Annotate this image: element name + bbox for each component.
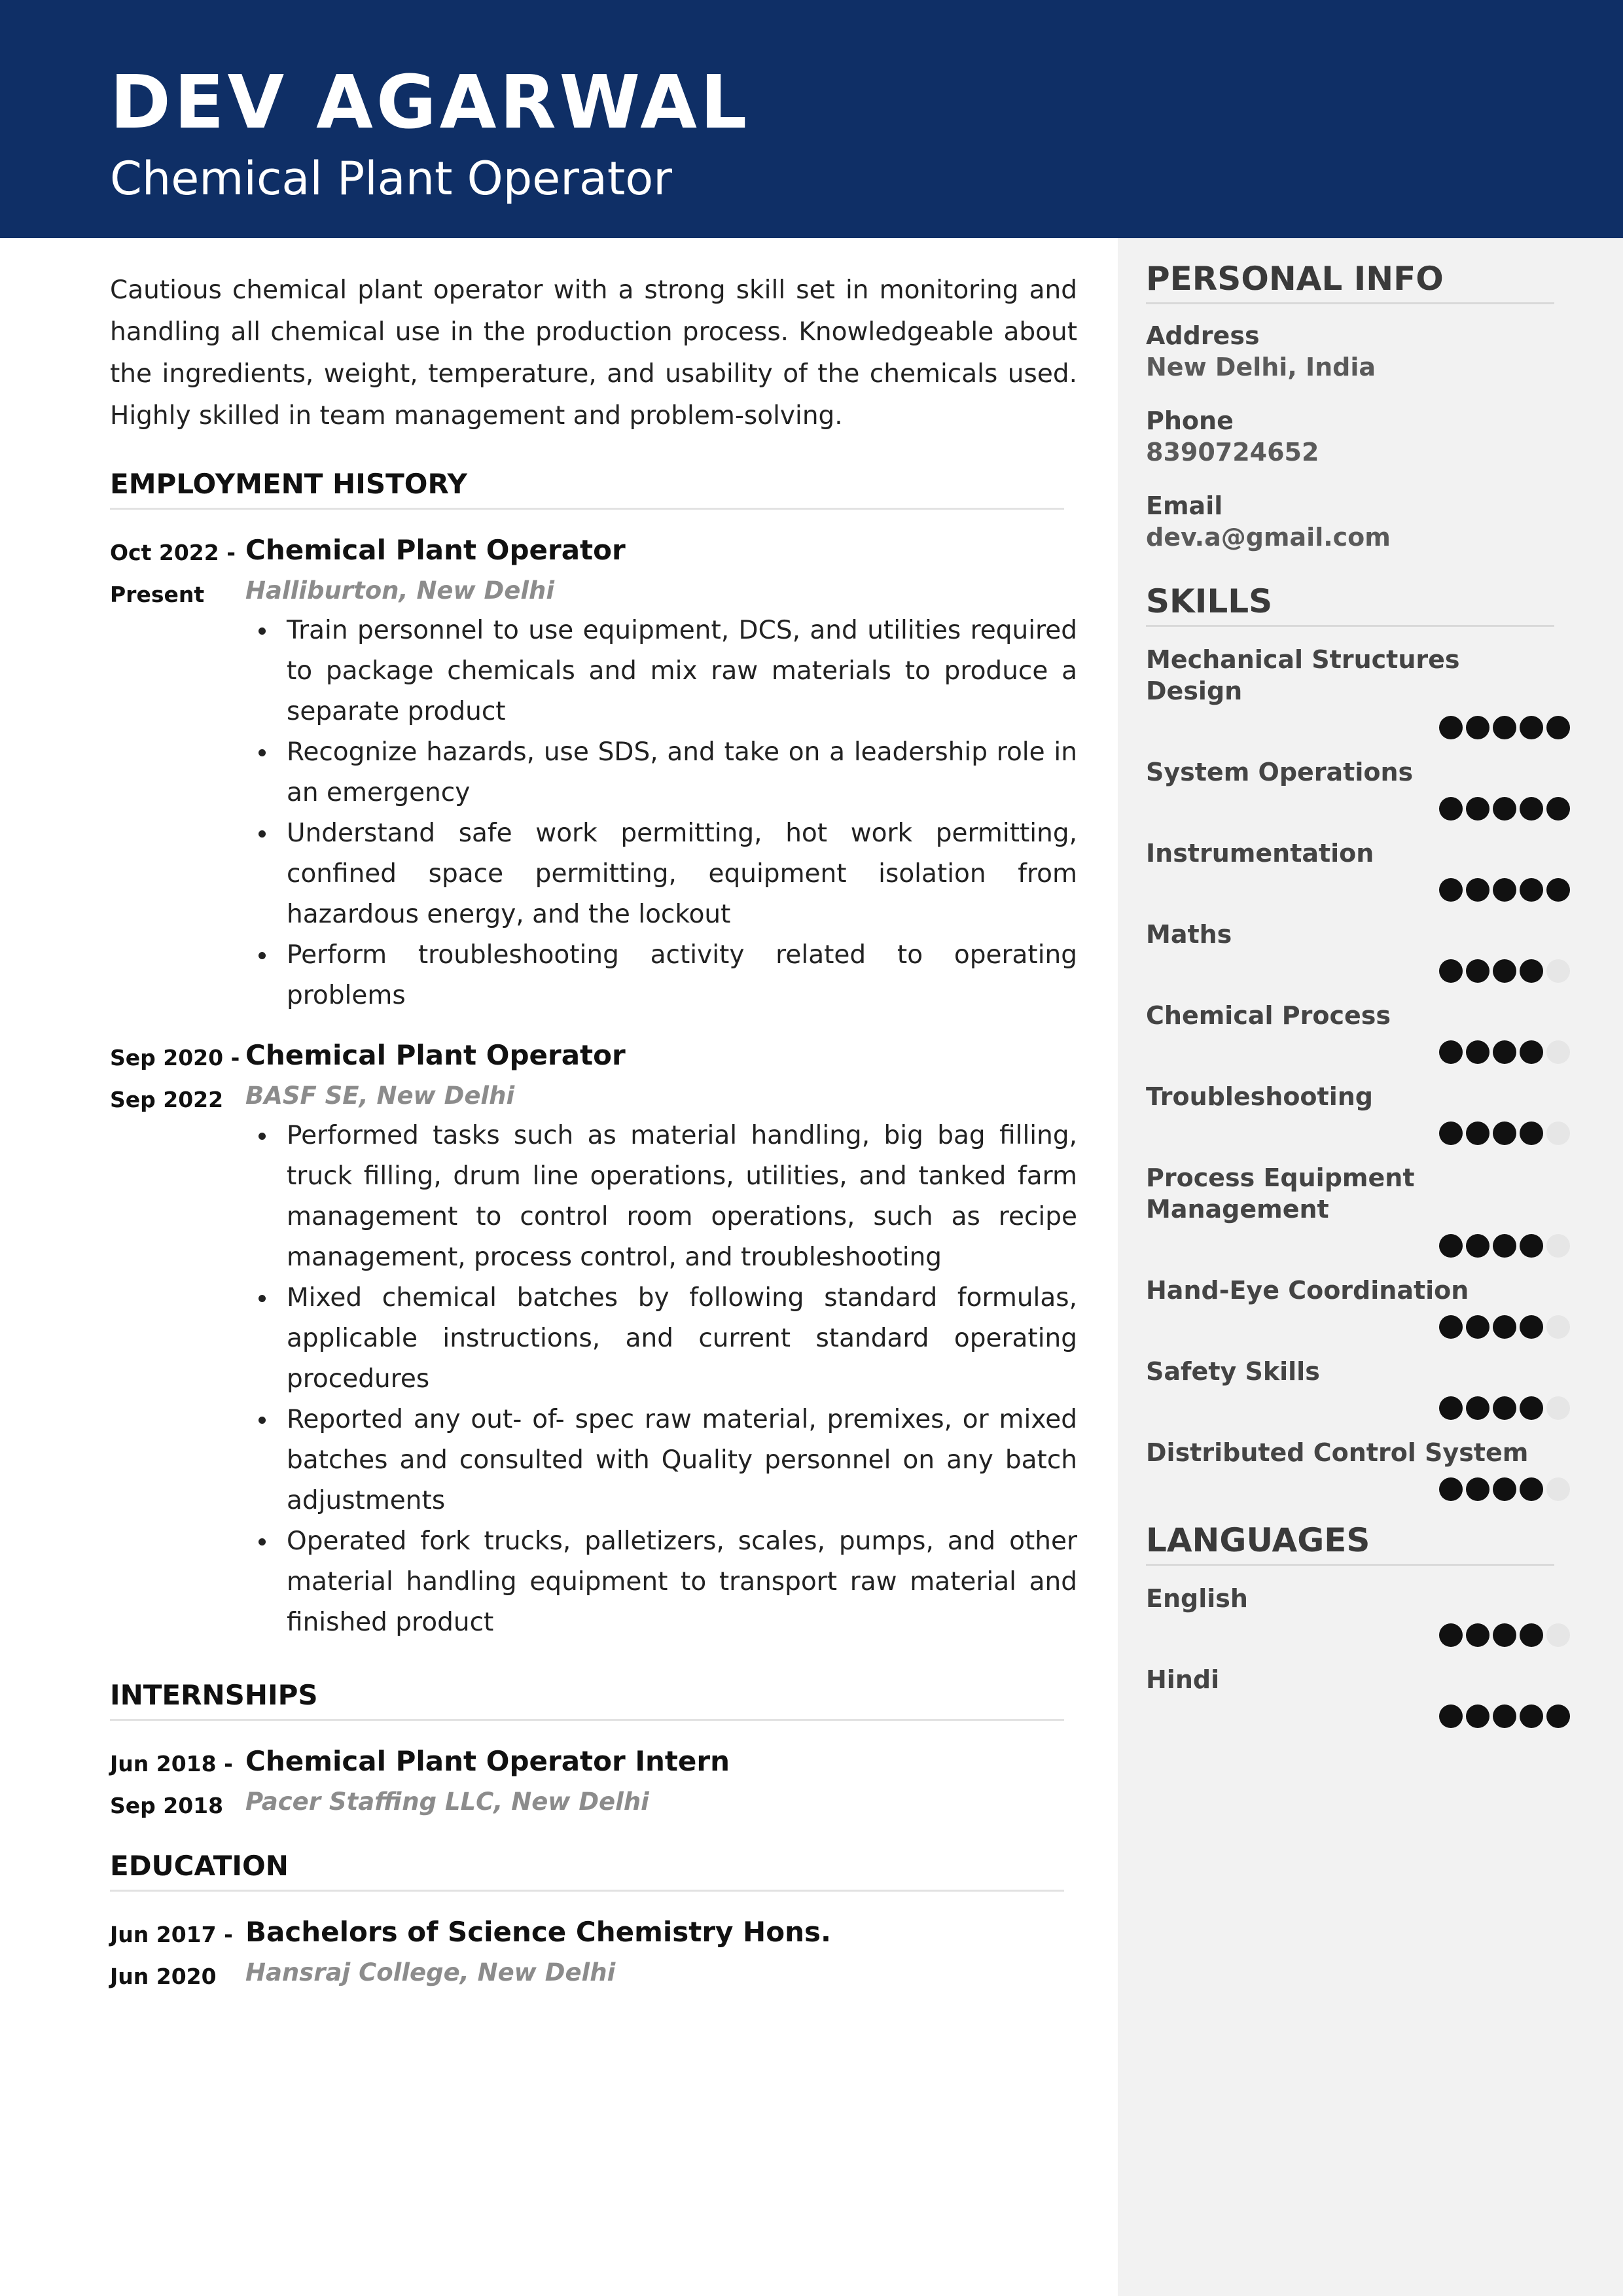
job-dates	[110, 1037, 241, 1121]
internships-heading: INTERNSHIPS	[110, 1677, 1064, 1721]
skill-item	[1146, 1162, 1571, 1258]
skill-rating	[1146, 1396, 1570, 1420]
skill-rating	[1146, 797, 1570, 821]
email-field	[1146, 490, 1571, 553]
rating-dot-filled	[1466, 1704, 1489, 1728]
skill-item	[1146, 838, 1571, 902]
skill-item	[1146, 919, 1571, 983]
rating-dot-filled	[1439, 1122, 1463, 1145]
rating-dot-filled	[1520, 797, 1543, 821]
email-value: dev.a@gmail.com	[1146, 523, 1391, 552]
skill-rating	[1146, 716, 1570, 739]
job-duty: Mixed chemical batches by following standard formulas, applicable instructions, and current standard operating procedures	[245, 1278, 1077, 1400]
rating-dot-filled	[1466, 1315, 1489, 1339]
email-label: Email	[1146, 491, 1223, 520]
skill-name: Distributed Control System	[1146, 1438, 1529, 1467]
date-start: Sep 2020 -	[110, 1045, 240, 1070]
skill-item	[1146, 1081, 1571, 1145]
phone-label: Phone	[1146, 406, 1234, 435]
degree-title: Bachelors of Science Chemistry Hons.	[245, 1916, 831, 1948]
main-column	[110, 270, 1077, 2011]
header-banner	[0, 0, 1623, 238]
job-duty: Understand safe work permitting, hot work permitting, confined space permitting, equipment isolation from hazardous energy, and the lockout	[245, 813, 1077, 935]
phone-value: 8390724652	[1146, 438, 1319, 467]
rating-dot-filled	[1493, 716, 1516, 739]
date-start: Jun 2018 -	[110, 1751, 233, 1776]
rating-dot-filled	[1439, 1040, 1463, 1064]
rating-dot-filled	[1439, 1234, 1463, 1258]
rating-dot-filled	[1493, 1396, 1516, 1420]
candidate-name: DEV AGARWAL	[110, 60, 751, 145]
job-dates	[110, 532, 241, 616]
rating-dot-empty	[1546, 1477, 1570, 1501]
rating-dot-filled	[1520, 1234, 1543, 1258]
rating-dot-filled	[1439, 1396, 1463, 1420]
rating-dot-filled	[1439, 1315, 1463, 1339]
personal-info-heading: PERSONAL INFO	[1146, 256, 1554, 304]
job-duties	[245, 610, 1077, 1016]
job-title: Chemical Plant Operator	[110, 152, 672, 205]
skill-name: Chemical Process	[1146, 1001, 1391, 1030]
job-title: Chemical Plant Operator	[245, 1039, 626, 1071]
rating-dot-filled	[1546, 878, 1570, 902]
job-duty: Recognize hazards, use SDS, and take on a leadership role in an emergency	[245, 732, 1077, 813]
education-dates	[110, 1914, 241, 1998]
date-end: Jun 2020	[110, 1964, 217, 1989]
rating-dot-filled	[1546, 716, 1570, 739]
skill-item	[1146, 644, 1571, 739]
skill-name: Instrumentation	[1146, 839, 1374, 868]
education-heading: EDUCATION	[110, 1848, 1064, 1892]
skill-item	[1146, 1000, 1571, 1064]
skill-rating	[1146, 1234, 1570, 1258]
rating-dot-filled	[1466, 797, 1489, 821]
date-end: Present	[110, 582, 205, 607]
sidebar	[1146, 256, 1571, 1728]
rating-dot-filled	[1466, 716, 1489, 739]
skill-rating	[1146, 878, 1570, 902]
skill-name: Process Equipment Management	[1146, 1163, 1415, 1224]
rating-dot-filled	[1466, 1040, 1489, 1064]
address-value: New Delhi, India	[1146, 353, 1376, 381]
language-name: Hindi	[1146, 1665, 1220, 1694]
job-title: Chemical Plant Operator	[245, 534, 626, 566]
skill-rating	[1146, 1122, 1570, 1145]
internship-title: Chemical Plant Operator Intern	[245, 1745, 730, 1777]
phone-field	[1146, 405, 1571, 468]
rating-dot-filled	[1520, 1396, 1543, 1420]
skill-rating	[1146, 1477, 1570, 1501]
rating-dot-filled	[1520, 716, 1543, 739]
job-duty: Operated fork trucks, palletizers, scales, pumps, and other material handling equipment to transport raw material and finished product	[245, 1521, 1077, 1643]
employment-heading: EMPLOYMENT HISTORY	[110, 466, 1064, 510]
rating-dot-filled	[1439, 959, 1463, 983]
rating-dot-filled	[1466, 1396, 1489, 1420]
language-rating	[1146, 1704, 1570, 1728]
address-label: Address	[1146, 321, 1260, 350]
skill-name: Mechanical Structures Design	[1146, 645, 1460, 705]
job-entry	[110, 1034, 1077, 1643]
language-item	[1146, 1664, 1571, 1728]
rating-dot-filled	[1520, 1477, 1543, 1501]
job-duty: Performed tasks such as material handling, big bag filling, truck filling, drum line operations, utilities, and tanked farm management to control room operations, such as recipe management, process control, and troubleshooting	[245, 1116, 1077, 1278]
rating-dot-filled	[1439, 878, 1463, 902]
rating-dot-filled	[1466, 1122, 1489, 1145]
language-name: English	[1146, 1584, 1248, 1613]
rating-dot-filled	[1439, 1704, 1463, 1728]
rating-dot-filled	[1493, 1623, 1516, 1647]
rating-dot-filled	[1439, 1623, 1463, 1647]
profile-summary: Cautious chemical plant operator with a strong skill set in monitoring and handling all chemical use in the production process. Knowledgeable about the ingredients, weight, temperature, and usability of the chemicals used. Highly skilled in team management and problem-solving.	[110, 275, 1077, 431]
job-employer: BASF SE, New Delhi	[245, 1082, 515, 1110]
job-duty: Perform troubleshooting activity related to operating problems	[245, 935, 1077, 1016]
skill-rating	[1146, 1040, 1570, 1064]
skill-name: Hand-Eye Coordination	[1146, 1276, 1469, 1305]
rating-dot-filled	[1466, 1477, 1489, 1501]
rating-dot-filled	[1546, 797, 1570, 821]
rating-dot-filled	[1466, 959, 1489, 983]
rating-dot-empty	[1546, 1234, 1570, 1258]
education-entry	[110, 1911, 1077, 1992]
date-end: Sep 2022	[110, 1087, 224, 1112]
rating-dot-empty	[1546, 1396, 1570, 1420]
job-duty: Train personnel to use equipment, DCS, and utilities required to package chemicals and mix raw materials to produce a separate product	[245, 610, 1077, 732]
internship-dates	[110, 1743, 241, 1827]
date-start: Oct 2022 -	[110, 540, 236, 565]
skill-item	[1146, 1275, 1571, 1339]
rating-dot-filled	[1493, 1704, 1516, 1728]
rating-dot-filled	[1439, 716, 1463, 739]
address-field	[1146, 320, 1571, 383]
skill-name: Maths	[1146, 920, 1232, 949]
language-item	[1146, 1583, 1571, 1647]
rating-dot-filled	[1439, 797, 1463, 821]
job-employer: Halliburton, New Delhi	[245, 576, 555, 605]
rating-dot-empty	[1546, 1623, 1570, 1647]
job-entry	[110, 529, 1077, 1016]
rating-dot-filled	[1520, 878, 1543, 902]
rating-dot-filled	[1493, 1122, 1516, 1145]
rating-dot-filled	[1466, 1623, 1489, 1647]
languages-heading: LANGUAGES	[1146, 1518, 1554, 1566]
rating-dot-filled	[1546, 1704, 1570, 1728]
rating-dot-filled	[1493, 1477, 1516, 1501]
job-duty: Reported any out- of- spec raw material, premixes, or mixed batches and consulted with Quality personnel on any batch adjustments	[245, 1400, 1077, 1521]
rating-dot-empty	[1546, 1315, 1570, 1339]
rating-dot-filled	[1466, 878, 1489, 902]
internship-entry	[110, 1740, 1077, 1822]
job-duties	[245, 1116, 1077, 1643]
skill-item	[1146, 1437, 1571, 1501]
skill-rating	[1146, 959, 1570, 983]
rating-dot-empty	[1546, 959, 1570, 983]
rating-dot-filled	[1520, 1315, 1543, 1339]
date-start: Jun 2017 -	[110, 1922, 233, 1947]
rating-dot-filled	[1493, 959, 1516, 983]
rating-dot-filled	[1520, 1623, 1543, 1647]
rating-dot-filled	[1439, 1477, 1463, 1501]
skill-name: System Operations	[1146, 758, 1414, 786]
language-rating	[1146, 1623, 1570, 1647]
rating-dot-filled	[1520, 1122, 1543, 1145]
school-name: Hansraj College, New Delhi	[245, 1958, 616, 1987]
rating-dot-filled	[1520, 959, 1543, 983]
rating-dot-filled	[1493, 1234, 1516, 1258]
rating-dot-filled	[1466, 1234, 1489, 1258]
rating-dot-filled	[1493, 1315, 1516, 1339]
rating-dot-filled	[1520, 1040, 1543, 1064]
skills-heading: SKILLS	[1146, 579, 1554, 627]
skill-item	[1146, 1356, 1571, 1420]
skill-rating	[1146, 1315, 1570, 1339]
skill-name: Troubleshooting	[1146, 1082, 1373, 1111]
skill-name: Safety Skills	[1146, 1357, 1320, 1386]
rating-dot-filled	[1493, 878, 1516, 902]
rating-dot-empty	[1546, 1040, 1570, 1064]
rating-dot-filled	[1493, 1040, 1516, 1064]
rating-dot-filled	[1520, 1704, 1543, 1728]
internship-employer: Pacer Staffing LLC, New Delhi	[245, 1788, 649, 1816]
skill-item	[1146, 756, 1571, 821]
rating-dot-filled	[1493, 797, 1516, 821]
rating-dot-empty	[1546, 1122, 1570, 1145]
date-end: Sep 2018	[110, 1793, 224, 1818]
